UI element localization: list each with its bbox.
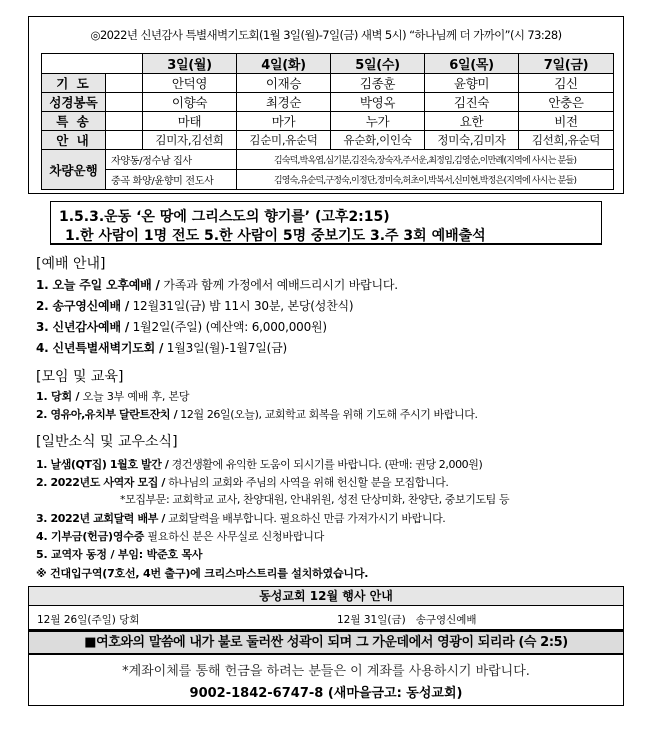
schedule-cell: 마태 [143,112,237,131]
news-item [36,510,445,526]
schedule-row-reading [42,93,614,112]
event-date: 12월 31일(금) [337,614,406,626]
row-label: 성경봉독 [42,93,106,112]
events-box [28,586,624,630]
motto-line-2: 1.한 사람이 1명 전도 5.한 사람이 5명 중보기도 3.주 3회 예배출석 [65,228,486,244]
schedule-cell: 안충은 [519,93,614,112]
schedule-cell: 비전 [519,112,614,131]
event-name: 당회 [119,614,140,626]
schedule-cell [106,131,143,150]
day-header: 3일(월) [143,54,237,74]
news-heading: [일반소식 및 교우소식] [36,434,178,450]
news-item [36,456,482,472]
schedule-row-prayer [42,74,614,93]
schedule-cell: 요한 [425,112,519,131]
item-title: 1. 당회 / [36,390,80,403]
vehicle-row-2 [42,170,614,190]
schedule-cell: 마가 [237,112,331,131]
schedule-cell: 김진숙 [425,93,519,112]
schedule-cell: 김신 [519,74,614,93]
item-text: 경건생활에 유익한 도움이 되시기를 바랍니다. (판매: 권당 2,000원) [168,458,483,471]
schedule-cell [106,74,143,93]
news-item [36,546,202,562]
row-label: 특 송 [42,112,106,131]
prayer-schedule-table [41,53,614,190]
vehicle-row-1 [42,150,614,170]
news-item [36,474,449,490]
item-title: 2. 송구영신예배 / [36,299,129,313]
event-name: 송구영신예배 [415,614,477,626]
worship-item [36,276,398,293]
item-text: 12월31일(금) 밤 11시 30분, 본당(성찬식) [129,299,354,313]
meeting-item [36,388,189,404]
schedule-cell: 김순미,유순덕 [237,131,331,150]
event-item [337,612,477,627]
worship-item [36,339,287,356]
item-title: 5. 교역자 동정 / 부임: 박준호 목사 [36,548,203,561]
schedule-cell: 유순화,이인숙 [331,131,425,150]
vehicle-label: 차량운행 [42,150,106,190]
row-label: 안 내 [42,131,106,150]
schedule-corner-cell [42,54,143,74]
event-item [37,612,139,627]
vehicle-names: 김숙덕,박옥엽,심기분,김진숙,장숙자,주서운,최정임,김영순,이만례(지역에 사시는 분들) [237,150,614,170]
schedule-row-guide [42,131,614,150]
schedule-cell: 정미숙,김미자 [425,131,519,150]
schedule-cell: 이향숙 [143,93,237,112]
worship-heading: [예배 안내] [36,256,106,272]
item-text: *모집부문: 교회학교 교사, 찬양대원, 안내위원, 성전 단상미화, 찬양단, 중보기도팀 등 [120,493,510,506]
item-title: 1. 오늘 주일 오후예배 / [36,278,160,292]
row-label: 기 도 [42,74,106,93]
schedule-cell [106,93,143,112]
schedule-cell: 안덕영 [143,74,237,93]
schedule-cell [106,112,143,131]
schedule-cell: 누가 [331,112,425,131]
news-item-sub [120,491,509,507]
item-title: 2. 2022년도 사역자 모집 / [36,476,165,489]
item-text: 필요하신 분은 사무실로 신청바랍니다 [144,530,325,543]
item-title: 3. 2022년 교회달력 배부 / [36,512,165,525]
item-text: 가족과 함께 가정에서 예배드리시기 바랍니다. [159,278,398,292]
news-item [36,528,324,544]
schedule-row-special-song [42,112,614,131]
item-title: ※ 건대입구역(7호선, 4번 출구)에 크리스마스트리를 설치하였습니다. [36,567,369,580]
scripture-banner: ■여호와의 말씀에 내가 불로 둘러싼 성곽이 되며 그 가운데에서 영광이 되리라 (슥 2:5) [28,630,624,654]
item-text: 12월 26일(오늘), 교회학교 회복을 위해 기도해 주시기 바랍니다. [177,408,478,421]
item-title: 1. 날샘(QT집) 1월호 발간 / [36,458,169,471]
item-text: 교회달력을 배부합니다. 필요하신 만큼 가져가시기 바랍니다. [164,512,446,525]
event-date: 12월 26일(주일) [37,614,116,626]
schedule-cell: 이재승 [237,74,331,93]
item-text: 1월3일(월)-1월7일(금) [163,341,287,355]
account-note: *계좌이체를 통해 헌금을 하려는 분들은 이 계좌를 사용하시기 바랍니다. [122,664,530,679]
item-text: 오늘 3부 예배 후, 본당 [79,390,190,403]
worship-item [36,318,327,335]
prayer-title: ◎2022년 신년감사 특별새벽기도회(1월 3일(월)-7일(금) 새벽 5시) “하나님께 더 가까이”(시 73:28) [90,28,562,42]
events-title: 동성교회 12월 행사 안내 [29,587,623,606]
day-header: 7일(금) [519,54,614,74]
day-header: 4일(화) [237,54,331,74]
vehicle-route: 자양동/정수남 집사 [106,150,237,170]
schedule-cell: 김선희,유순덕 [519,131,614,150]
day-header: 5일(수) [331,54,425,74]
account-number: 9002-1842-6747-8 (새마을금고: 동성교회) [189,686,463,701]
motto-line-1: 1.5.3.운동 ‘온 땅에 그리스도의 향기를’ (고후2:15) [59,209,390,225]
item-title: 2. 영유아,유치부 달란트잔치 / [36,408,178,421]
item-title: 4. 기부금(헌금)영수증 [36,530,145,543]
item-title: 4. 신년특별새벽기도회 / [36,341,164,355]
schedule-cell: 김종훈 [331,74,425,93]
motto-box [50,201,602,245]
prayer-schedule-box [28,16,624,194]
worship-item [36,297,353,314]
schedule-cell: 김미자,김선희 [143,131,237,150]
account-box [28,654,624,706]
meetings-heading: [모임 및 교육] [36,369,124,385]
item-text: 하나님의 교회와 주님의 사역을 위해 헌신할 분을 모집합니다. [164,476,449,489]
vehicle-route: 중곡 화양/윤향미 전도사 [106,170,237,190]
item-title: 3. 신년감사예배 / [36,320,129,334]
meeting-item [36,406,478,422]
schedule-header-row [42,54,614,74]
schedule-cell: 박영옥 [331,93,425,112]
schedule-cell: 윤향미 [425,74,519,93]
item-text: 1월2일(주일) (예산액: 6,000,000원) [129,320,327,334]
vehicle-names: 김영숙,유순덕,구정숙,이정단,정미숙,허초이,박복서,신미현,박정은(지역에 사시는 분들) [237,170,614,190]
day-header: 6일(목) [425,54,519,74]
schedule-cell: 최경순 [237,93,331,112]
news-notice [36,565,368,581]
